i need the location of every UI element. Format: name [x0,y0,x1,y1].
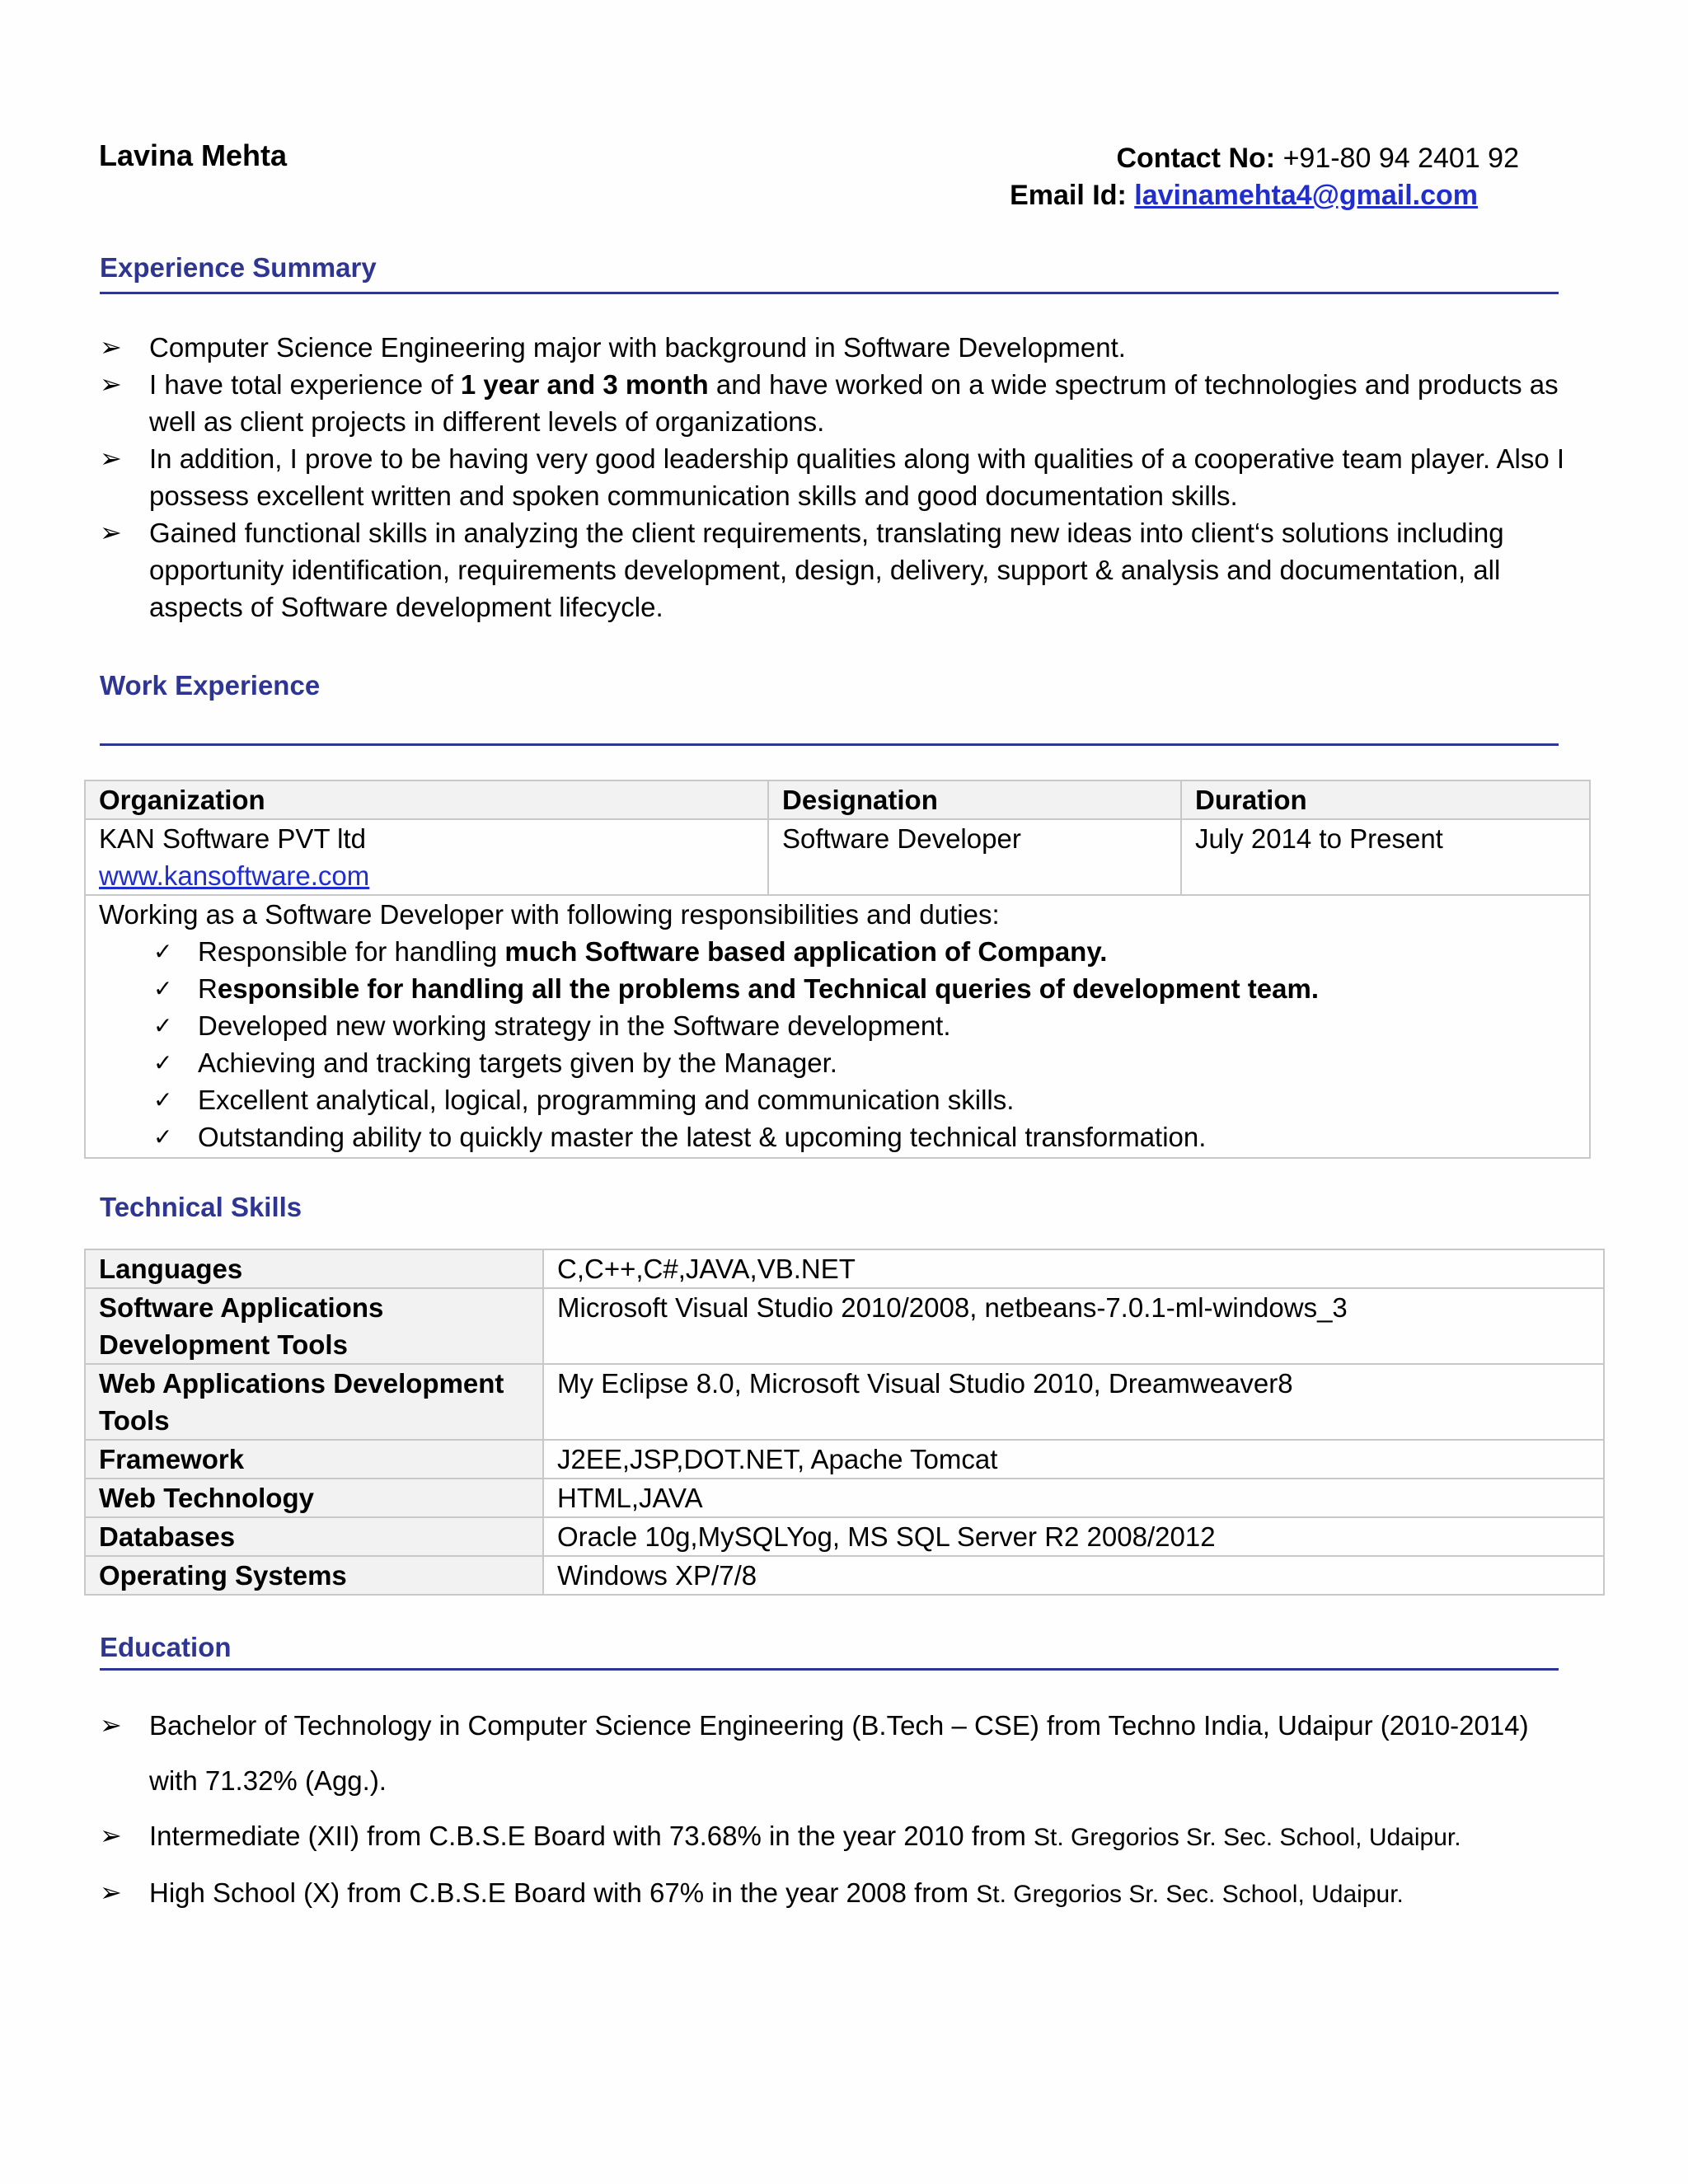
table-row [85,1364,1604,1440]
skill-label: Operating Systems [85,1556,543,1595]
experience-summary-list [100,329,1575,626]
arrow-bullet-icon: ➢ [100,1710,122,1740]
table-row [85,895,1590,1158]
organization-cell [85,819,768,895]
email-link[interactable]: lavinamehta4@gmail.com [1134,180,1478,211]
checkmark-icon: ✓ [153,1124,173,1150]
arrow-bullet-icon: ➢ [100,1821,122,1850]
checkmark-icon: ✓ [153,939,173,964]
education-list [100,1698,1575,1922]
list-item: ➢ Gained functional skills in analyzing the client requirements, translating new ideas into client‘s solutions including opportunity identification, requirements development, design, delivery, support & analysis and documentation, all aspects of Software development lifecycle. [100,514,1575,626]
header-duration: Duration [1181,780,1590,819]
list-item: ➢ In addition, I prove to be having very good leadership qualities along with qualities of a cooperative team player. Also I possess excellent written and spoken communication skills and good documentation skills. [100,440,1575,514]
designation-cell: Software Developer [768,819,1181,895]
contact-number-line [1010,140,1519,177]
skill-value: Oracle 10g,MySQLYog, MS SQL Server R2 2008/2012 [543,1517,1604,1556]
list-item: ✓ Excellent analytical, logical, programming and communication skills. [148,1081,1576,1118]
candidate-name: Lavina Mehta [99,138,288,172]
email-line [1010,177,1478,214]
section-title-work-experience: Work Experience [100,670,321,701]
arrow-bullet-icon: ➢ [100,332,122,362]
skill-value: C,C++,C#,JAVA,VB.NET [543,1249,1604,1288]
arrow-bullet-icon: ➢ [100,443,122,473]
section-title-education: Education [100,1632,232,1662]
list-item: ✓ Developed new working strategy in the Software development. [148,1007,1576,1044]
header-designation: Designation [768,780,1181,819]
list-item: ➢ High School (X) from C.B.S.E Board with 67% in the year 2008 from St. Gregorios Sr. Sec. School, Udaipur. [100,1865,1575,1922]
responsibilities-cell [85,895,1590,1158]
arrow-bullet-icon: ➢ [100,369,122,399]
skill-value: My Eclipse 8.0, Microsoft Visual Studio 2010, Dreamweaver8 [543,1364,1604,1440]
work-experience-table [84,780,1591,1159]
list-item: ➢ Intermediate (XII) from C.B.S.E Board with 73.68% in the year 2010 from St. Gregorios Sr. Sec. School, Udaipur. [100,1808,1575,1865]
checkmark-icon: ✓ [153,1013,173,1038]
skill-label: Software Applications Development Tools [85,1288,543,1364]
list-item: ✓ Responsible for handling much Software based application of Company. [148,933,1576,970]
contact-label: Contact No: [1116,143,1276,174]
section-divider [100,743,1559,746]
list-item: ✓ Outstanding ability to quickly master the latest & upcoming technical transformation. [148,1118,1576,1155]
skill-value: J2EE,JSP,DOT.NET, Apache Tomcat [543,1440,1604,1479]
email-label: Email Id: [1010,180,1127,211]
contact-number: +91-80 94 2401 92 [1282,143,1519,174]
list-item: ✓ Achieving and tracking targets given by the Manager. [148,1044,1576,1081]
organization-website-link[interactable]: www.kansoftware.com [99,860,370,891]
section-title-experience-summary: Experience Summary [100,252,377,283]
section-divider [100,292,1559,294]
list-item: ➢ Computer Science Engineering major with background in Software Development. [100,329,1575,366]
organization-name: KAN Software PVT ltd [99,823,367,854]
table-row [85,1440,1604,1479]
skill-label: Web Applications Development Tools [85,1364,543,1440]
table-row [85,1288,1604,1364]
checkmark-icon: ✓ [153,1050,173,1076]
table-row [85,819,1590,895]
list-item: ✓ Responsible for handling all the problems and Technical queries of development team. [148,970,1576,1007]
section-title-technical-skills: Technical Skills [100,1192,302,1222]
skill-value: Microsoft Visual Studio 2010/2008, netbeans-7.0.1-ml-windows_3 [543,1288,1604,1364]
responsibilities-list [99,933,1576,1155]
header-organization: Organization [85,780,768,819]
table-header-row [85,780,1590,819]
arrow-bullet-icon: ➢ [100,518,122,547]
skill-value: HTML,JAVA [543,1479,1604,1517]
table-row [85,1249,1604,1288]
skill-label: Framework [85,1440,543,1479]
responsibilities-intro: Working as a Software Developer with following responsibilities and duties: [99,899,1000,930]
table-row [85,1556,1604,1595]
technical-skills-table [84,1249,1605,1596]
table-row [85,1479,1604,1517]
contact-block [1010,140,1519,214]
list-item: ➢ Bachelor of Technology in Computer Science Engineering (B.Tech – CSE) from Techno India, Udaipur (2010-2014) with 71.32% (Agg.). [100,1698,1575,1808]
list-item: ➢ I have total experience of 1 year and 3 month and have worked on a wide spectrum of technologies and products as well as client projects in different levels of organizations. [100,366,1575,440]
section-divider [100,1668,1559,1671]
arrow-bullet-icon: ➢ [100,1877,122,1907]
skill-label: Languages [85,1249,543,1288]
skill-label: Web Technology [85,1479,543,1517]
skill-value: Windows XP/7/8 [543,1556,1604,1595]
checkmark-icon: ✓ [153,976,173,1001]
table-row [85,1517,1604,1556]
duration-cell: July 2014 to Present [1181,819,1590,895]
checkmark-icon: ✓ [153,1087,173,1113]
skill-label: Databases [85,1517,543,1556]
